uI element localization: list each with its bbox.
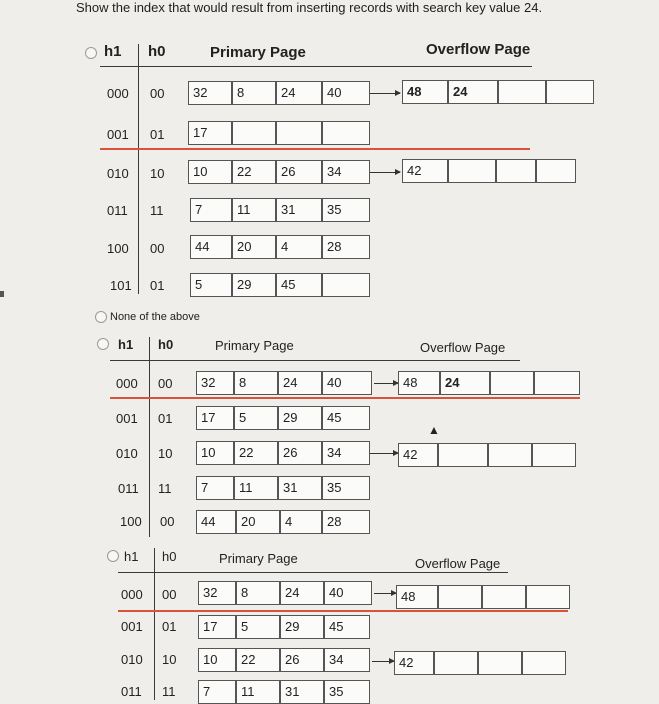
option-1-row-6-primary-cell xyxy=(322,273,370,297)
option-2-row-2-h0: 01 xyxy=(158,411,173,426)
option-1-row-3-h0: 10 xyxy=(150,166,165,181)
option-3-row-3-primary-cell: 34 xyxy=(324,648,370,672)
option-1-row-3-overflow-cell xyxy=(536,159,576,183)
option-2-row-3-overflow-cell xyxy=(532,443,576,467)
option-1-row-2-primary-cell xyxy=(232,121,276,145)
option-3-row-2-primary-cell: 17 xyxy=(198,615,236,639)
option-2-row-3-h1: 010 xyxy=(116,446,138,461)
option-3-row-3-arrow xyxy=(372,661,394,662)
option-2-row-3-overflow-cell xyxy=(438,443,488,467)
option-2-row-3-primary-cell: 10 xyxy=(196,441,234,465)
option-2-divider xyxy=(149,337,150,537)
option-2-row-1-h0: 00 xyxy=(158,376,173,391)
option-3-row-3-primary-cell: 10 xyxy=(198,648,236,672)
option-2-row-3-h0: 10 xyxy=(158,446,173,461)
option-1-overflow-header: Overflow Page xyxy=(426,41,531,58)
option-3-split-line xyxy=(118,610,568,612)
option-1-divider xyxy=(138,44,139,294)
option-2-row-4-primary-cell: 11 xyxy=(234,476,278,500)
option-2-row-5-primary-cell: 44 xyxy=(196,510,236,534)
option-1-primary-header: Primary Page xyxy=(210,44,306,61)
option-3-row-4-primary-cell: 11 xyxy=(236,680,280,704)
option-2-row-1-primary-cell: 40 xyxy=(322,371,372,395)
option-2-row-1-primary-cell: 8 xyxy=(234,371,278,395)
option-1-row-5-h0: 00 xyxy=(150,241,165,256)
option-2-row-1-overflow-cell: 48 xyxy=(398,371,440,395)
option-2-row-2-primary-cell: 5 xyxy=(234,406,278,430)
option-1-row-4-h1: 011 xyxy=(107,203,128,218)
option-3-row-4-primary-cell: 35 xyxy=(324,680,370,704)
option-1-row-6-primary-cell: 5 xyxy=(190,273,232,297)
option-2-h1-header: h1 xyxy=(118,337,134,352)
option-2-row-3-arrow xyxy=(370,453,398,454)
option-1-h1-header: h1 xyxy=(104,43,122,60)
option-1-header-line xyxy=(100,66,532,67)
option-1-row-1-h1: 000 xyxy=(107,86,129,101)
option-1-row-3-primary-cell: 26 xyxy=(276,160,322,184)
option-2-split-line xyxy=(110,397,580,399)
option-3-h1-header: h1 xyxy=(124,549,139,564)
option-1-row-2-h0: 01 xyxy=(150,127,165,142)
option-2-row-2-primary-cell: 45 xyxy=(322,406,370,430)
option-3-row-4-h0: 11 xyxy=(162,684,176,699)
option-2-row-4-primary-cell: 7 xyxy=(196,476,234,500)
option-3-row-2-h1: 001 xyxy=(121,619,143,634)
option-2-row-2-h1: 001 xyxy=(116,411,138,426)
option-2-row-5-primary-cell: 4 xyxy=(280,510,322,534)
option-2-row-2-primary-cell: 29 xyxy=(278,406,322,430)
option-1-row-1-overflow-cell: 24 xyxy=(448,80,498,104)
option-1-row-5-primary-cell: 20 xyxy=(232,235,276,259)
option-3-radio[interactable] xyxy=(107,550,119,562)
option-1-row-5-primary-cell: 28 xyxy=(322,235,370,259)
option-3-row-4-h1: 011 xyxy=(121,684,142,699)
option-1-row-1-h0: 00 xyxy=(150,86,165,101)
option-1-row-5-h1: 100 xyxy=(107,241,129,256)
option-1-row-6-h0: 01 xyxy=(150,278,165,293)
option-3-row-3-h1: 010 xyxy=(121,652,143,667)
option-2-row-3-primary-cell: 34 xyxy=(322,441,370,465)
option-1-row-1-primary-cell: 32 xyxy=(188,81,232,105)
option-3-row-2-primary-cell: 45 xyxy=(324,615,370,639)
option-2-row-3-primary-cell: 22 xyxy=(234,441,278,465)
option-3-row-1-primary-cell: 8 xyxy=(236,581,280,605)
option-1-row-1-arrow xyxy=(370,93,400,94)
option-3-row-1-primary-cell: 40 xyxy=(324,581,372,605)
option-3-row-1-h1: 000 xyxy=(121,587,143,602)
option-1-row-3-overflow-cell: 42 xyxy=(402,159,448,183)
option-1-row-6-primary-cell: 45 xyxy=(276,273,322,297)
option-3-header-line xyxy=(118,572,508,573)
option-3-row-3-overflow-cell xyxy=(478,651,522,675)
option-1-row-3-arrow xyxy=(370,172,400,173)
option-2-row-4-primary-cell: 35 xyxy=(322,476,370,500)
mouse-cursor-icon: ▲ xyxy=(428,423,440,437)
none-option-label: None of the above xyxy=(110,311,200,323)
option-2-radio[interactable] xyxy=(97,338,109,350)
option-2-row-5-h1: 100 xyxy=(120,514,142,529)
option-2-row-1-overflow-cell xyxy=(534,371,580,395)
option-2-row-3-primary-cell: 26 xyxy=(278,441,322,465)
option-2-primary-header: Primary Page xyxy=(215,338,294,353)
option-1-row-1-overflow-cell: 48 xyxy=(402,80,448,104)
option-3-row-1-overflow-cell xyxy=(526,585,570,609)
option-2-row-4-h1: 011 xyxy=(118,481,139,496)
option-2-row-4-primary-cell: 31 xyxy=(278,476,322,500)
option-3-row-3-primary-cell: 22 xyxy=(236,648,280,672)
option-1-row-3-overflow-cell xyxy=(496,159,536,183)
option-2-row-5-primary-cell: 20 xyxy=(236,510,280,534)
option-3-row-1-overflow-cell: 48 xyxy=(396,585,438,609)
option-1-row-2-primary-cell: 17 xyxy=(188,121,232,145)
option-1-h0-header: h0 xyxy=(148,43,166,60)
option-1-row-1-primary-cell: 40 xyxy=(322,81,370,105)
option-2-header-line xyxy=(110,360,520,361)
option-2-row-3-overflow-cell xyxy=(488,443,532,467)
option-1-row-4-h0: 11 xyxy=(150,203,164,218)
option-2-row-3-overflow-cell: 42 xyxy=(398,443,438,467)
option-1-row-4-primary-cell: 11 xyxy=(232,198,276,222)
option-2-row-1-arrow xyxy=(374,383,398,384)
question-text: Show the index that would result from inserting records with search key value 24. xyxy=(76,0,543,15)
option-3-h0-header: h0 xyxy=(162,549,177,564)
edge-marker xyxy=(0,291,4,297)
option-1-split-line xyxy=(100,148,530,150)
option-2-overflow-header: Overflow Page xyxy=(420,340,506,355)
option-1-row-4-primary-cell: 31 xyxy=(276,198,322,222)
option-3-row-2-h0: 01 xyxy=(162,619,177,634)
option-2-row-1-overflow-cell xyxy=(490,371,534,395)
option-3-row-4-primary-cell: 31 xyxy=(280,680,324,704)
option-3-row-1-primary-cell: 24 xyxy=(280,581,324,605)
option-1-row-2-primary-cell xyxy=(322,121,370,145)
option-3-row-1-h0: 00 xyxy=(162,587,177,602)
option-1-row-3-h1: 010 xyxy=(107,166,129,181)
option-2-row-5-h0: 00 xyxy=(160,514,175,529)
option-3-row-3-h0: 10 xyxy=(162,652,177,667)
option-3-row-1-primary-cell: 32 xyxy=(198,581,236,605)
option-3-row-4-primary-cell: 7 xyxy=(198,680,236,704)
option-1-row-5-primary-cell: 4 xyxy=(276,235,322,259)
option-3-row-3-overflow-cell xyxy=(522,651,566,675)
option-1-row-4-primary-cell: 7 xyxy=(190,198,232,222)
option-3-row-3-overflow-cell: 42 xyxy=(394,651,434,675)
option-2-row-1-primary-cell: 24 xyxy=(278,371,322,395)
option-1-row-3-overflow-cell xyxy=(448,159,496,183)
none-option-radio[interactable] xyxy=(95,311,107,323)
option-1-row-2-primary-cell xyxy=(276,121,322,145)
option-3-primary-header: Primary Page xyxy=(219,551,298,566)
option-2-row-1-primary-cell: 32 xyxy=(196,371,234,395)
option-2-row-1-overflow-cell: 24 xyxy=(440,371,490,395)
option-3-row-1-arrow xyxy=(374,593,396,594)
option-1-row-1-primary-cell: 8 xyxy=(232,81,276,105)
option-3-row-1-overflow-cell xyxy=(482,585,526,609)
option-1-row-6-h1: 101 xyxy=(110,278,132,293)
option-2-row-1-h1: 000 xyxy=(116,376,138,391)
option-1-row-1-overflow-cell xyxy=(546,80,594,104)
option-1-row-6-primary-cell: 29 xyxy=(232,273,276,297)
option-2-h0-header: h0 xyxy=(158,337,174,352)
option-3-row-2-primary-cell: 29 xyxy=(280,615,324,639)
option-2-row-4-h0: 11 xyxy=(158,481,172,496)
option-1-radio[interactable] xyxy=(85,47,97,59)
option-3-row-3-overflow-cell xyxy=(434,651,478,675)
option-1-row-4-primary-cell: 35 xyxy=(322,198,370,222)
option-2-row-5-primary-cell: 28 xyxy=(322,510,370,534)
option-1-row-1-overflow-cell xyxy=(498,80,546,104)
option-3-overflow-header: Overflow Page xyxy=(415,556,501,571)
option-1-row-1-primary-cell: 24 xyxy=(276,81,322,105)
option-1-row-3-primary-cell: 10 xyxy=(188,160,232,184)
option-3-row-2-primary-cell: 5 xyxy=(236,615,280,639)
option-1-row-3-primary-cell: 22 xyxy=(232,160,276,184)
option-2-row-2-primary-cell: 17 xyxy=(196,406,234,430)
option-3-row-1-overflow-cell xyxy=(438,585,482,609)
option-1-row-5-primary-cell: 44 xyxy=(190,235,232,259)
option-1-row-2-h1: 001 xyxy=(107,127,129,142)
option-3-divider xyxy=(154,548,155,700)
option-3-row-3-primary-cell: 26 xyxy=(280,648,324,672)
option-1-row-3-primary-cell: 34 xyxy=(322,160,370,184)
